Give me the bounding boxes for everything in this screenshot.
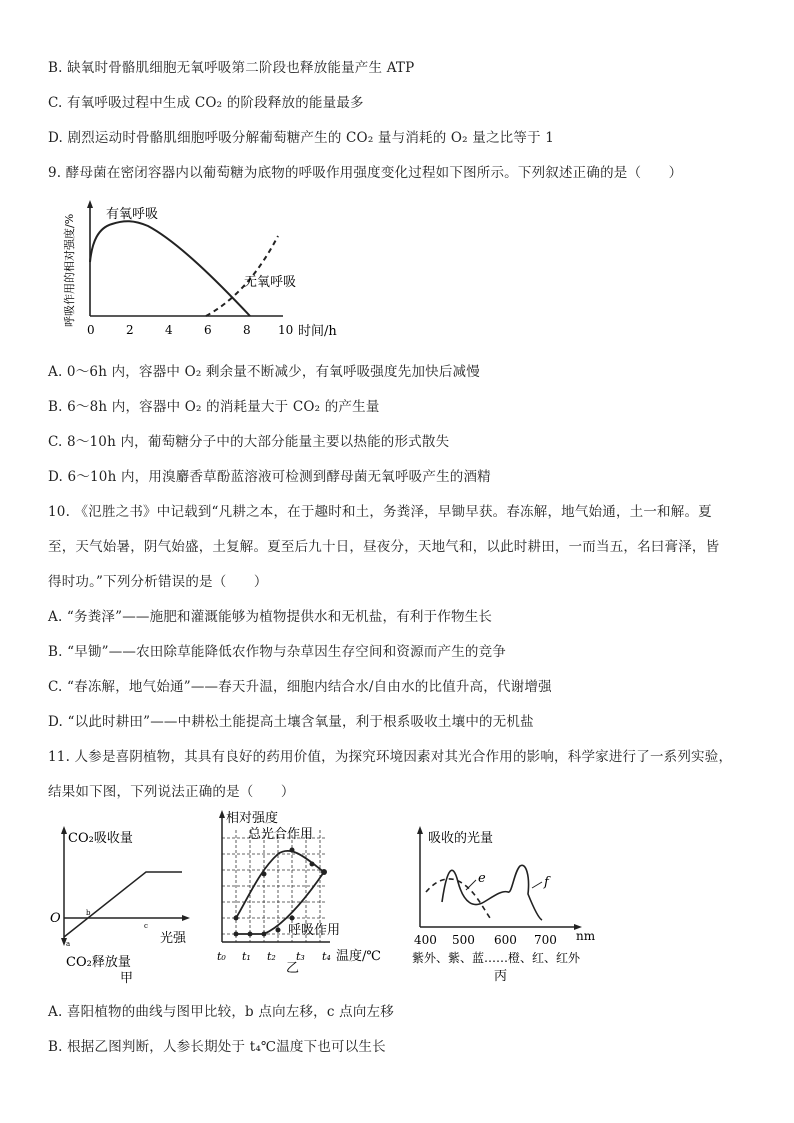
curve-f: [442, 865, 542, 920]
figure-9-chart: [58, 192, 358, 342]
x-axis-tick: 400: [414, 933, 437, 947]
caption-jia: 甲: [120, 971, 134, 986]
option-9c: C. 8～10h 内，葡萄糖分子中的大部分能量主要以热能的形式散失: [48, 434, 450, 450]
x-axis-tick: 10: [278, 323, 294, 337]
x-axis-tick: t₀: [217, 950, 226, 963]
option-10b: B. “早锄”——农田除草能降低农作物与杂草因生存空间和资源而产生的竞争: [48, 644, 507, 660]
y-axis-label: 吸收的光量: [428, 831, 494, 846]
x-axis-label: 时间/h: [298, 324, 337, 339]
respiration-label: 呼吸作用: [288, 923, 341, 938]
x-axis-tick: 8: [243, 323, 251, 337]
x-axis-tick: t₃: [296, 950, 305, 963]
x-axis-tick: t₁: [242, 950, 251, 963]
option-9d: D. 6～10h 内，用溴麝香草酚蓝溶液可检测到酵母菌无氧呼吸产生的酒精: [48, 469, 491, 485]
option-10a: A. “务粪泽”——施肥和灌溉能够为植物提供水和无机盐，有利于作物生长: [48, 609, 493, 625]
x-axis-tick: 4: [165, 323, 173, 337]
x-axis-label: 温度/℃: [336, 949, 381, 964]
question-10-stem-cont: 至，天气始暑，阴气始盛，土复解。夏至后九十日，昼夜分，天地气和，以此时耕田，一而当五，名曰膏泽，皆: [48, 539, 720, 555]
option-8b: B. 缺氧时骨骼肌细胞无氧呼吸第二阶段也释放能量产生 ATP: [48, 60, 415, 76]
y-bottom-label: CO₂释放量: [66, 955, 131, 970]
photosynthesis-label: 总光合作用: [248, 827, 314, 842]
co2-curve: [64, 872, 182, 937]
y-top-label: CO₂吸收量: [68, 831, 133, 846]
option-11b: B. 根据乙图判断，人参长期处于 t₄℃温度下也可以生长: [48, 1039, 386, 1055]
x-axis-tick: 600: [494, 933, 517, 947]
y-axis-label: 相对强度: [226, 811, 279, 826]
x-axis-label: 光强: [160, 931, 187, 946]
caption-bing: 丙: [494, 969, 508, 984]
question-9-stem: 9. 酵母菌在密闭容器内以葡萄糖为底物的呼吸作用强度变化过程如下图所示。下列叙述正确的是（ ）: [48, 165, 683, 181]
question-11-stem: 11. 人参是喜阴植物，其具有良好的药用价值，为探究环境因素对其光合作用的影响，科学家进行了一系列实验，: [48, 749, 733, 765]
option-10c: C. “春冻解，地气始通”——春天升温，细胞内结合水/自由水的比值升高，代谢增强: [48, 679, 552, 695]
figure-11-yi: [212, 808, 392, 988]
option-11a: A. 喜阳植物的曲线与图甲比较，b 点向左移，c 点向左移: [48, 1004, 394, 1020]
figure-11-bing: [408, 822, 608, 987]
curve-e-label: e: [478, 871, 486, 886]
x-axis-tick: t₂: [267, 950, 276, 963]
anaerobic-label: 无氧呼吸: [244, 275, 297, 290]
spectrum-label: 紫外、紫、蓝……橙、红、红外: [412, 951, 581, 965]
caption-yi: 乙: [286, 961, 300, 976]
x-axis-tick: 2: [126, 323, 134, 337]
question-10-stem-end: 得时功。”下列分析错误的是（ ）: [48, 574, 268, 590]
x-axis-tick: 700: [534, 933, 557, 947]
point-b: b: [86, 909, 91, 917]
point-c: c: [144, 922, 148, 930]
curve-f-label: f: [544, 875, 549, 890]
question-10-stem: 10. 《氾胜之书》中记载到“凡耕之本，在于趣时和土，务粪泽，早锄早获。春冻解，地气始通，土一和解。夏: [48, 504, 712, 520]
x-axis-tick: 500: [452, 933, 475, 947]
x-axis-tick: 6: [204, 323, 212, 337]
x-axis-tick: t₄: [322, 950, 331, 963]
figure-11-jia: [46, 822, 196, 987]
option-8d: D. 剧烈运动时骨骼肌细胞呼吸分解葡萄糖产生的 CO₂ 量与消耗的 O₂ 量之比等于 1: [48, 130, 555, 146]
y-axis-label: 呼吸作用的相对强度/%: [63, 213, 76, 327]
point-a: a: [66, 940, 71, 948]
option-10d: D. “以此时耕田”——中耕松土能提高土壤含氧量，利于根系吸收土壤中的无机盐: [48, 714, 534, 730]
question-11-stem-cont: 结果如下图，下列说法正确的是（ ）: [48, 784, 295, 800]
x-axis-tick: 0: [87, 323, 95, 337]
origin-label: O: [50, 911, 61, 926]
option-9a: A. 0～6h 内，容器中 O₂ 剩余量不断减少，有氧呼吸强度先加快后减慢: [48, 364, 480, 380]
photosynthesis-curve: [236, 851, 324, 918]
aerobic-label: 有氧呼吸: [106, 207, 159, 222]
option-9b: B. 6～8h 内，容器中 O₂ 的消耗量大于 CO₂ 的产生量: [48, 399, 380, 415]
aerobic-curve: [90, 221, 250, 316]
option-8c: C. 有氧呼吸过程中生成 CO₂ 的阶段释放的能量最多: [48, 95, 364, 111]
x-axis-unit: nm: [576, 929, 596, 943]
